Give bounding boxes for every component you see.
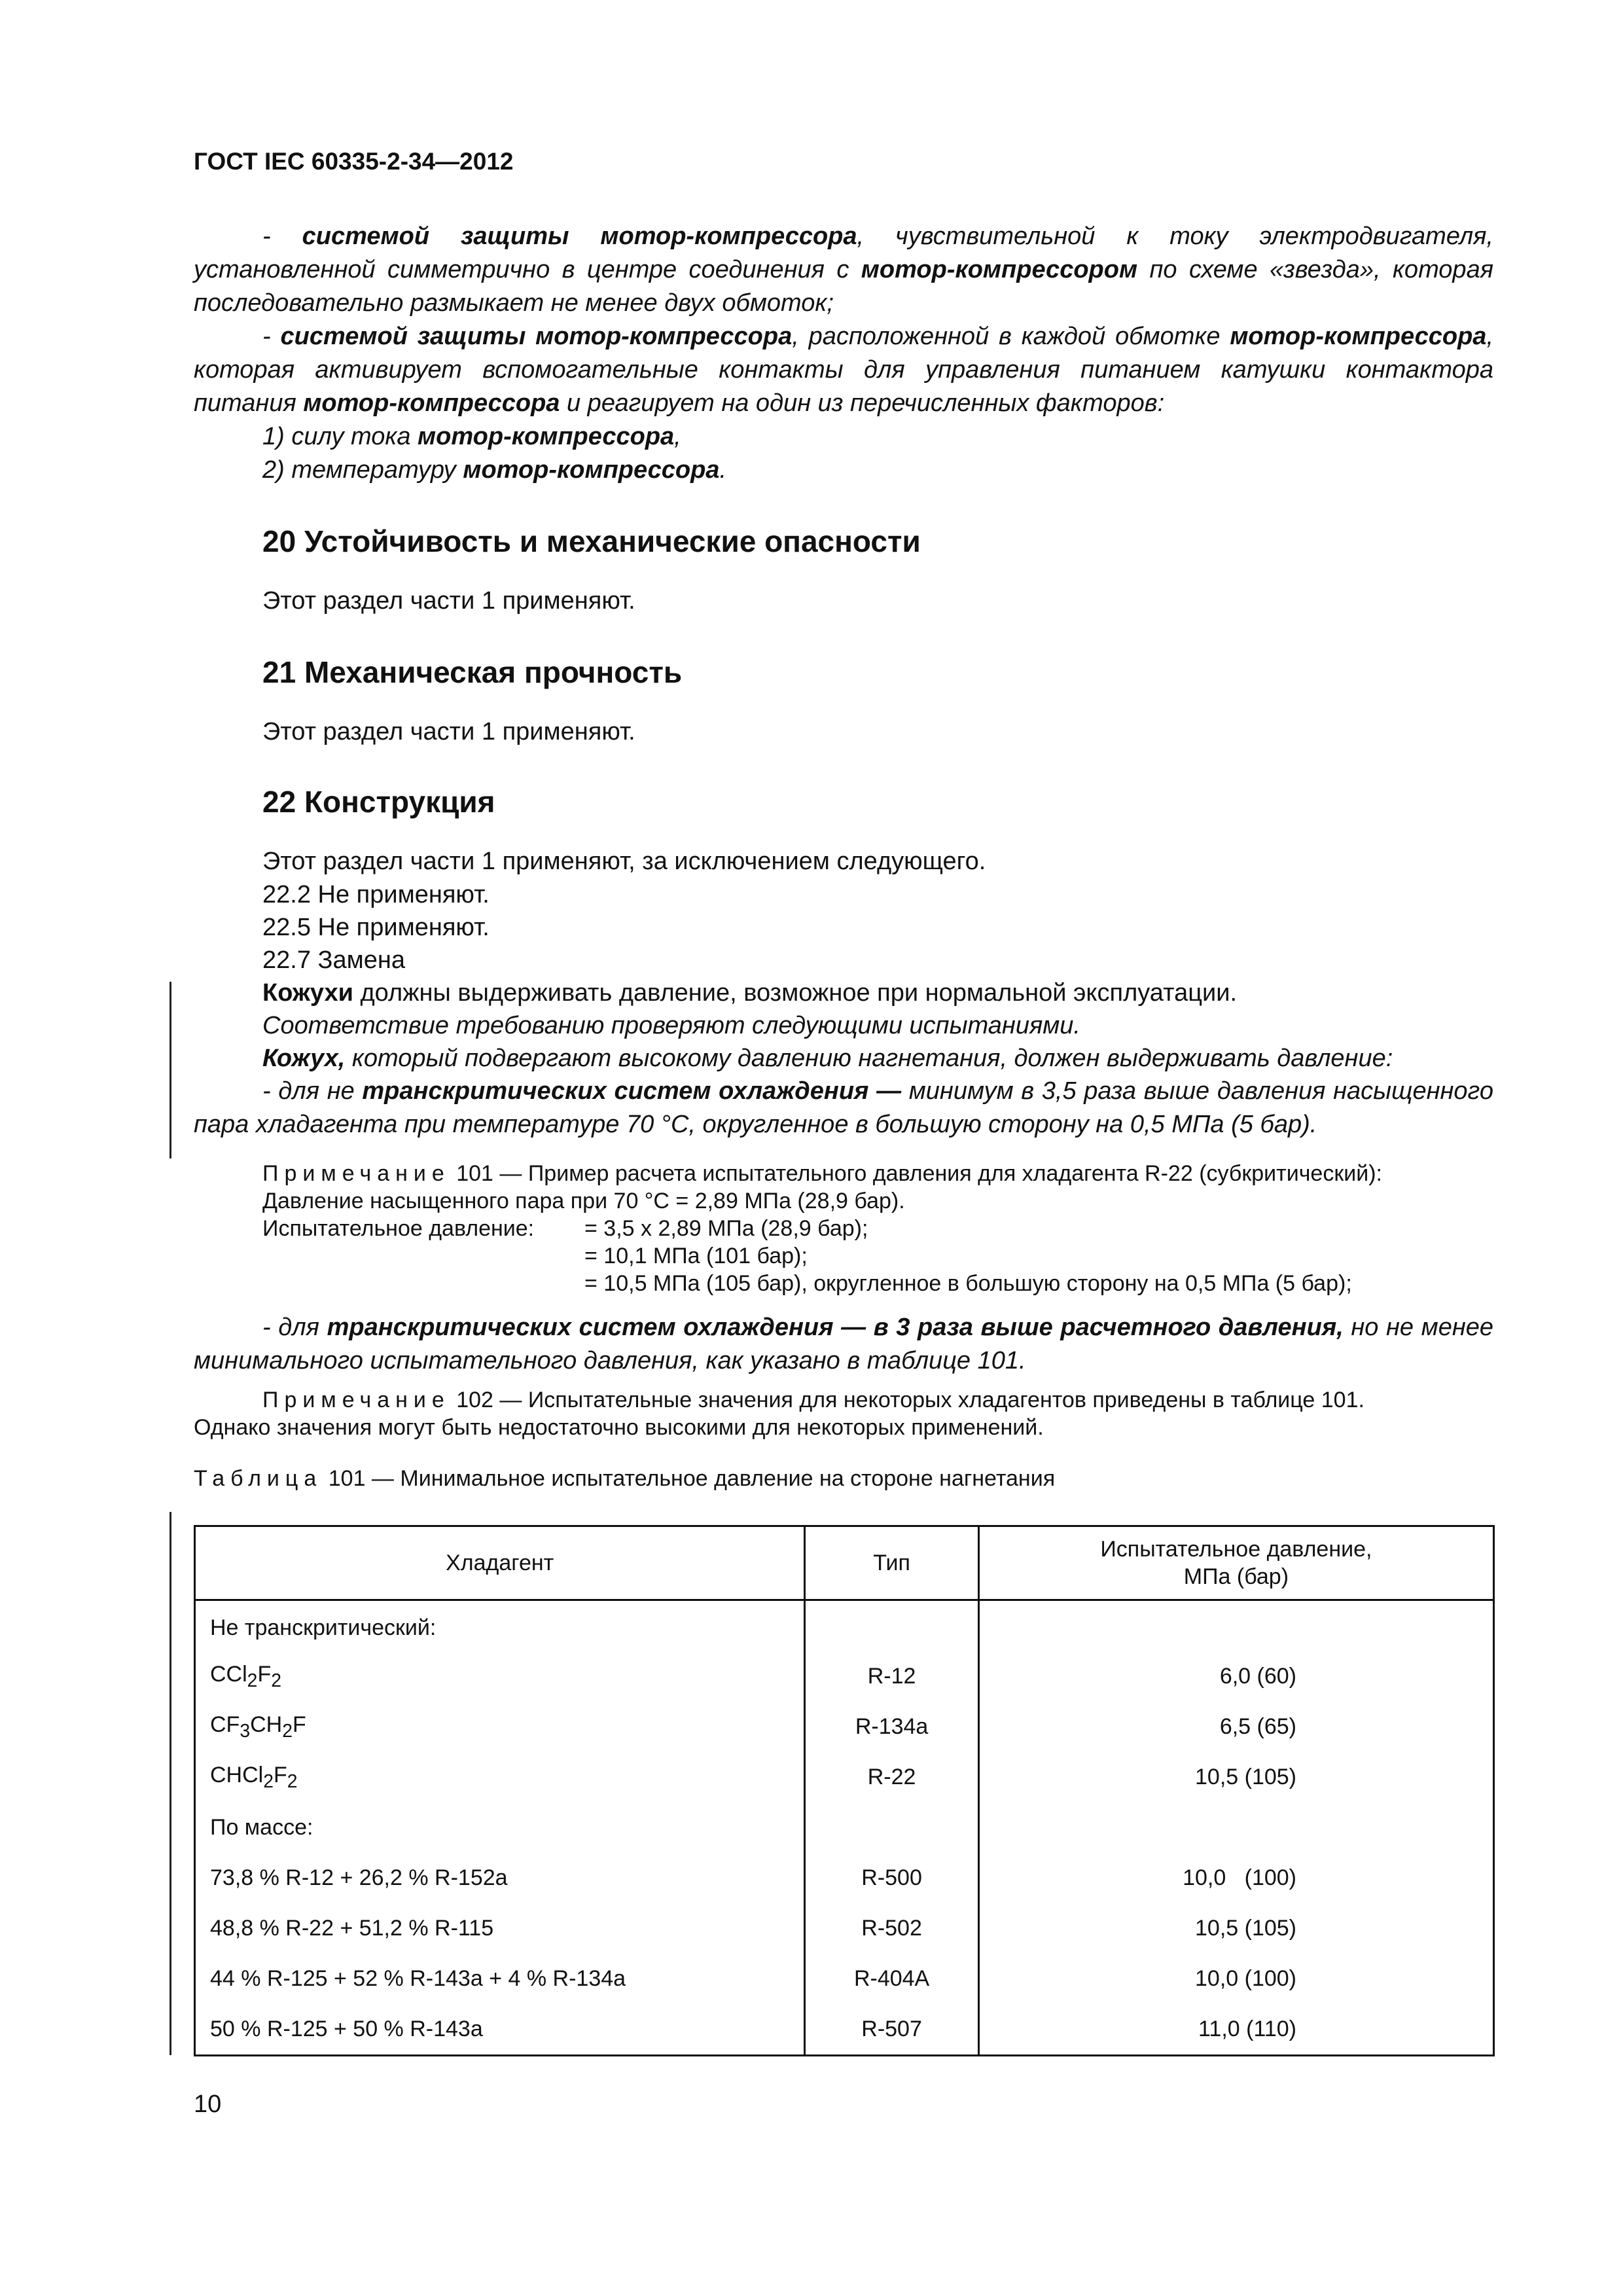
- type-cell: R-22: [805, 1752, 979, 1803]
- text-run: который подвергают высокому давлению нагнетания, должен выдерживать давление:: [345, 1045, 1393, 1072]
- note-101-line-3-value: = 3,5 х 2,89 МПа (28,9 бар);: [584, 1216, 868, 1241]
- term-bold: Кожух,: [262, 1045, 346, 1072]
- term-bold: транскритических систем охлаждения — в 3 раза выше: [327, 1314, 1053, 1341]
- term-bold: мотор-компрессора: [303, 389, 560, 417]
- non-transcritical-requirement: [194, 1075, 1493, 1141]
- table-row: [195, 2004, 1494, 2056]
- text-run: - для: [262, 1314, 327, 1341]
- group-label: Не транскритический:: [195, 1600, 805, 1652]
- pressure-cell: 6,5 (65): [978, 1702, 1493, 1752]
- note-101-line-5: = 10,5 МПа (105 бар), округленное в большую сторону на 0,5 МПа (5 бар);: [584, 1271, 1352, 1296]
- pressure-cell: 11,0 (110): [978, 2004, 1493, 2056]
- text-run: и реагирует на один из перечисленных факторов:: [560, 389, 1165, 417]
- term-bold: мотор-компрессора: [418, 423, 675, 450]
- table-caption: [194, 1465, 1055, 1492]
- text-run: -: [262, 323, 281, 350]
- note-101-line-3-label: Испытательное давление:: [262, 1216, 535, 1241]
- term-bold: системой защиты мотор-компрессора: [302, 223, 857, 250]
- header-type: Тип: [805, 1526, 979, 1600]
- text-run: минимум в 3,5 раза выше давления насыщенного пара хладагента при температуре 70 °С, округленное в большую сторону на 0,5 МПа (5 бар).: [194, 1077, 1493, 1138]
- section-20-heading: 20 Устойчивость и механические опасности: [262, 524, 921, 558]
- page-number: 10: [194, 2090, 222, 2118]
- text-run: 101 — Пример расчета испытательного давления для хладагента R-22 (субкритический):: [450, 1161, 1382, 1186]
- table-row: [195, 1954, 1494, 2004]
- table-header-row: [195, 1526, 1494, 1600]
- text-run: 101 — Минимальное испытательное давление на стороне нагнетания: [322, 1466, 1056, 1491]
- term-bold: мотор-компрессора: [463, 456, 720, 484]
- text-run: [1053, 1314, 1061, 1341]
- transcritical-requirement: [194, 1311, 1493, 1378]
- note-102-line-1: [262, 1386, 1364, 1414]
- pressure-cell: 6,0 (60): [978, 1651, 1493, 1702]
- note-label: Примечание: [262, 1161, 450, 1186]
- section-20-text: Этот раздел части 1 применяют.: [262, 587, 635, 615]
- type-cell: R-134a: [805, 1702, 979, 1752]
- term-bold: мотор-компрессором: [861, 256, 1138, 283]
- table-cell: [978, 1803, 1493, 1853]
- text-run: , чувствительной к току электродвигателя, установленной симметрично в центре соединения с: [194, 223, 1493, 283]
- text-run: .: [719, 456, 727, 484]
- text-run: 1) силу тока: [262, 423, 418, 450]
- header-line: МПа (бар): [1183, 1564, 1289, 1589]
- formula-cell: 44 % R-125 + 52 % R-143a + 4 % R-134a: [195, 1954, 805, 2004]
- table-row: [195, 1702, 1494, 1752]
- section-22-line: 22.7 Замена: [262, 946, 405, 974]
- header-line: Испытательное давление,: [1100, 1537, 1372, 1562]
- table-row: [195, 1853, 1494, 1903]
- casing-pressure-statement: [262, 1042, 1393, 1075]
- note-label: Примечание: [262, 1388, 450, 1412]
- note-101-line-4: = 10,1 МПа (101 бар);: [584, 1244, 808, 1268]
- pressure-cell: 10,5 (105): [978, 1752, 1493, 1803]
- header-refrigerant: Хладагент: [195, 1526, 805, 1600]
- section-22-heading: 22 Конструкция: [262, 785, 495, 819]
- term-bold: транскритических систем охлаждения —: [362, 1077, 902, 1105]
- formula-cell: $CHCl_2F_2$: [195, 1752, 805, 1803]
- pressure-cell: 10,0 (100): [978, 1853, 1493, 1903]
- factor-item-2: [262, 454, 726, 487]
- change-bar: [169, 1512, 171, 2055]
- text-run: 2) температуру: [262, 456, 463, 484]
- text-run: но не менее минимального испытательного давления, как указано в таблице 101.: [194, 1314, 1494, 1374]
- text-run: ,: [674, 423, 681, 450]
- note-101-line-1: [262, 1160, 1382, 1187]
- type-cell: R-12: [805, 1651, 979, 1702]
- table-row: [195, 1752, 1494, 1803]
- term-bold: расчетного давления,: [1060, 1314, 1344, 1341]
- protection-paragraph-1: [194, 220, 1493, 320]
- pressure-cell: 10,0 (100): [978, 1954, 1493, 2004]
- table-row: [195, 1903, 1494, 1954]
- formula-cell: 50 % R-125 + 50 % R-143a: [195, 2004, 805, 2056]
- table-cell: [978, 1600, 1493, 1652]
- section-22-line: 22.2 Не применяют.: [262, 881, 490, 908]
- section-21-text: Этот раздел части 1 применяют.: [262, 718, 635, 745]
- section-21-heading: 21 Механическая прочность: [262, 655, 683, 689]
- formula-cell: 73,8 % R-12 + 26,2 % R-152a: [195, 1853, 805, 1903]
- type-cell: R-404A: [805, 1954, 979, 2004]
- table-cell: [805, 1600, 979, 1652]
- term-bold: Кожухи: [262, 979, 353, 1007]
- term-bold: мотор-компрессора: [1230, 323, 1487, 350]
- section-22-line: Этот раздел части 1 применяют, за исключением следующего.: [262, 848, 986, 875]
- factor-item-1: [262, 420, 681, 454]
- table-group-row: [195, 1600, 1494, 1652]
- text-run: , расположенной в каждой обмотке: [792, 323, 1230, 350]
- protection-paragraph-2: [194, 320, 1493, 420]
- group-label: По массе:: [195, 1803, 805, 1853]
- note-102-line-2: Однако значения могут быть недостаточно высокими для некоторых применений.: [194, 1415, 1044, 1440]
- table-group-row: [195, 1803, 1494, 1853]
- compliance-statement: Соответствие требованию проверяют следующими испытаниями.: [262, 1012, 1080, 1039]
- text-run: должны выдерживать давление, возможное при нормальной эксплуатации.: [353, 979, 1237, 1007]
- header-test-pressure: [978, 1526, 1493, 1600]
- caption-label: Таблица: [194, 1466, 323, 1491]
- text-run: -: [262, 223, 302, 250]
- pressure-cell: 10,5 (105): [978, 1903, 1493, 1954]
- type-cell: R-500: [805, 1853, 979, 1903]
- text-run: по схеме «звезда», которая последовательно размыкает не менее двух обмоток;: [194, 256, 1493, 317]
- section-22-line: 22.5 Не применяют.: [262, 914, 490, 941]
- term-bold: системой защиты мотор-компрессора: [280, 323, 793, 350]
- type-cell: R-507: [805, 2004, 979, 2056]
- table-row: [195, 1651, 1494, 1702]
- change-bar: [169, 982, 171, 1158]
- text-run: - для не: [262, 1077, 363, 1105]
- table-cell: [805, 1803, 979, 1853]
- note-101-line-2: Давление насыщенного пара при 70 °С = 2,89 МПа (28,9 бар).: [262, 1189, 905, 1213]
- formula-cell: $CCl_2F_2$: [195, 1651, 805, 1702]
- casing-requirement: [262, 977, 1237, 1010]
- text-run: 102 — Испытательные значения для некоторых хладагентов приведены в таблице 101.: [450, 1388, 1364, 1412]
- formula-cell: 48,8 % R-22 + 51,2 % R-115: [195, 1903, 805, 1954]
- text-run: , которая активирует вспомогательные контакты для управления питанием катушки контактора питания: [194, 323, 1493, 417]
- table-101: [194, 1525, 1495, 2056]
- document-header: ГОСТ IEC 60335-2-34—2012: [194, 148, 514, 175]
- formula-cell: $CF_3CH_2F$: [195, 1702, 805, 1752]
- type-cell: R-502: [805, 1903, 979, 1954]
